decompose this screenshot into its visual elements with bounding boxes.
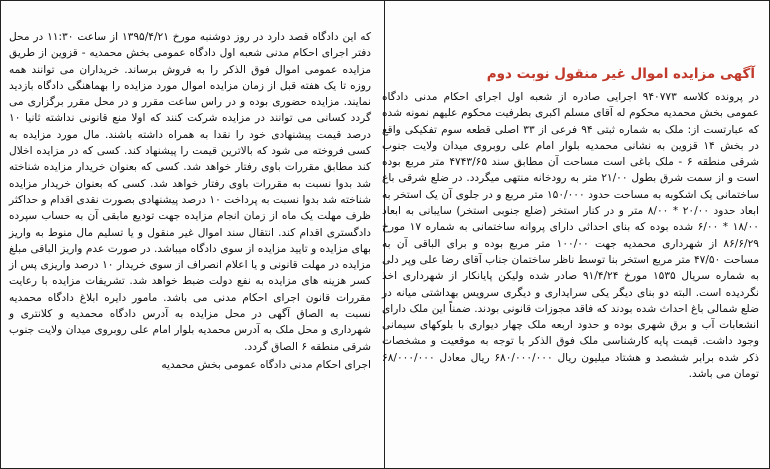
left-column — [7, 5, 375, 464]
notice-signature: اجرای احکام مدنی دادگاه عمومی بخش محمدیه — [161, 358, 371, 371]
notice-body-left: که این دادگاه قصد دارد در روز دوشنبه مورخ ۱۳۹۵/۴/۲۱ از ساعت ۱۱:۳۰ در محل دفتر اجرای احکام مدنی شعبه اول دادگاه عمومی بخش محمدیه - قزوین از طریق مزایده عمومی اموال فوق الذکر را به فروش برساند. خریداران می توانند همه روزه تا یک هفته قبل از زمان مزایده اموال مورد مزایده را بهماهنگی دادگاه بازدید نمایند. مزایده حضوری بوده و در راس ساعت مقرر و در محل مقرر برگزاری می گردد کسانی می توانند در مزایده شرکت کنند که اولا منع قانونی نداشته ثانیا ۱۰ درصد قیمت پیشنهادی خود را نقدا به همراه داشته باشند. مال مورد مزایده به کسی فروخته می شود که بالاترین قیمت را پیشنهاد کند. کسی که در مزایده اخلال کند مطابق مقررات باوی رفتار خواهد شد. کسی که بعنوان خریدار مزایده شناخته شد بدوا نسبت به مقررات باوی رفتار خواهد شد. کسی که بعنوان خریدار مزایده شناخته شد بدوا نسبت به پرداخت ۱۰ درصد پیشنهادی بصورت نقدی اقدام و حداکثر ظرف مهلت یک ماه از زمان انجام مزایده جهت تودیع مابقی آن به حساب سپرده دادگستری اقدام کند. انتقال سند اموال غیر منقول و یا تسلیم مال منوط به واریز بهای مزایده و تایید مزایده از سوی دادگاه میباشد. در صورت عدم واریز الباقی مبلغ مزایده در مهلت قانونی و یا اعلام انصراف از سوی خریدار ۱۰ درصد واریزی پس از کسر هزینه های مزایده به نفع دولت ضبط خواهد شد. تشریفات مزایده با رعایت مقررات قانون اجرای احکام مدنی می باشد. مامور دایره ابلاغ دادگاه محمدیه نسبت به الصاق آگهی در محل مزایده به آدرس دادگاه محمدیه و کلانتری و شهرداری و محل ملک به آدرس محمدیه بلوار امام علی روبروی میدان ولایت جنوب شرقی منطقه ۶ الصاق گردد. — [9, 31, 372, 353]
notice-title: آگهی مزایده اموال غیر منقول نوبت دوم — [486, 66, 755, 82]
notice-body-right: در پرونده کلاسه ۹۴۰۷۷۳ اجرایی صادره از شعبه اول اجرای احکام مدنی دادگاه عمومی بخش محمدیه محکوم له آقای مسلم اکبری بطرفیت محکوم علیهم نمونه شده که عبارتست از: ملک به شماره ثبتی ۹۴ فرعی از ۳۳ اصلی قطعه سوم تفکیکی واقع در بخش ۱۴ قزوین به نشانی محمدیه بلوار امام علی روبروی میدان ولایت جنوب شرقی منطقه ۶ - ملک باغی است مساحت آن مطابق سند ۴۷۴۳/۶۵ متر مربع بوده است و از سمت شرق بطول ۲۱/۰۰ متر به رودخانه منتهی میگردد. در ضلع شرقی باغ ساختمانی یک اشکوبه به مساحت حدود ۱۵۰/۰۰۰ متر مربع و در جلوی آن یک استخر به ابعاد حدود ۲۰/۰۰ * ۸/۰۰ متر و در کنار استخر (ضلع جنوبی استخر) سایبانی به ابعاد ۱۸/۰۰ * ۶/۰۰ شده بوده که بنای احداثی دارای پروانه ساختمانی به شماره ۱۷ مورخ ۸۶/۶/۲۹ از شهرداری محمدیه جهت ۱۰۰/۰۰ متر مربع بوده و برای الباقی آن به مساحت ۴۷/۵۰ متر مربع استخر بنا توسط ناظر ساختمان جناب آقای رضا علی وپر دلی به شماره سریال ۱۵۳۵ مورخ ۹۱/۴/۲۴ صادر شده ولیکن پایانکار از شهرداری اخذ نگردیده است. البته دو بنای دیگر یکی سرایداری و دیگری سرویس بهداشتی میانه در ضلع شمالی باغ احداث شده بودند که فاقد مجوزات قانونی بودند. ضمناً این ملک دارای انشعابات آب و برق شهری بوده و حدود اربعه ملک چهار دیواری با بلوکهای سیمانی وجود داشت. قیمت پایه کارشناسی ملک فوق الذکر با توجه به موقعیت و مشخصات ذکر شده برابر ششصد و هشتاد میلیون ریال ۶۸۰/۰۰۰/۰۰۰ ریال معادل ۶۸/۰۰۰/۰۰۰ تومان می باشد. — [382, 91, 759, 381]
right-column — [380, 5, 763, 464]
